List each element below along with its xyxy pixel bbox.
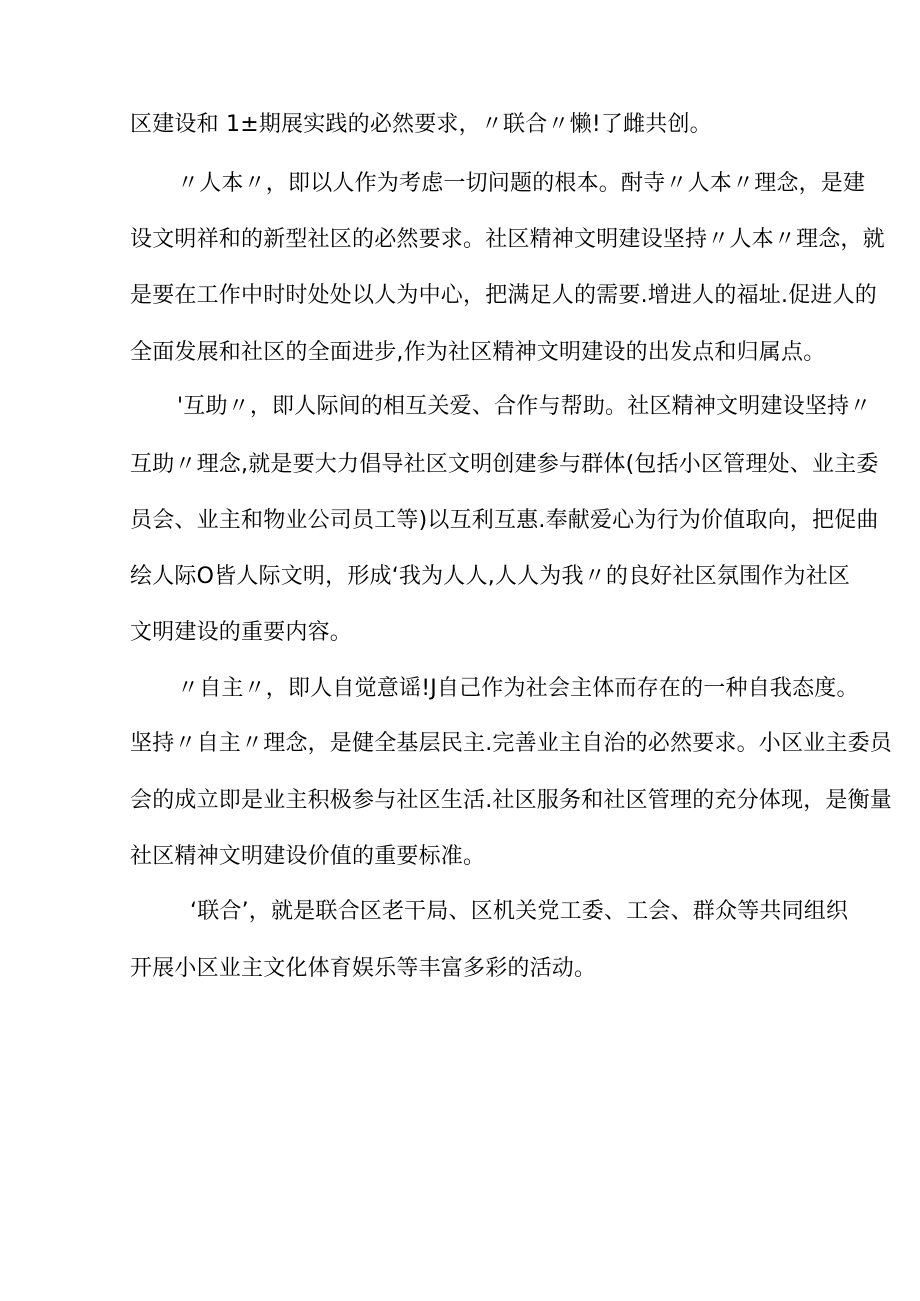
- text-line: 全面发展和社区的全面进步,作为社区精神文明建设的出发点和归属点。: [130, 340, 826, 365]
- text-line: 开展小区业主文化体育娱乐等丰富多彩的活动。: [130, 956, 597, 981]
- text-line: 区建设和 1±期展实践的必然要求，〃联合〃懒!了雌共创。: [130, 112, 712, 137]
- text-line: '互助〃，即人际间的相互关爱、合作与帮助。社区精神文明建设坚持〃: [177, 394, 872, 419]
- text-line: 〃人本〃，即以人作为考虑一切问题的根本。酎寺〃人本〃理念，是建: [177, 171, 866, 196]
- text-line: 社区精神文明建设价值的重要标准。: [130, 844, 486, 869]
- text-line: 员会、业主和物业公司员工等)以互利互惠.奉献爱心为行为价值取向，把促曲: [130, 508, 879, 533]
- text-line: ‘联合’，就是联合区老干局、区机关党工委、工会、群众等共同组织: [190, 899, 849, 924]
- text-line: 文明建设的重要内容。: [130, 620, 353, 645]
- text-line: 是要在工作中时时处处以人为中心，把满足人的需要.增进人的福址.促进人的: [130, 283, 877, 308]
- text-line: 设文明祥和的新型社区的必然要求。社区精神文明建设坚持〃人本〃理念，就: [130, 227, 885, 252]
- text-line: 〃自主〃，即人自觉意谣!J自己作为社会主体而存在的一种自我态度。: [177, 676, 859, 701]
- text-line: 会的成立即是业主积极参与社区生活.社区服务和社区管理的充分体现，是衡量: [130, 788, 892, 813]
- text-line: 绘人际O皆人际文明，形成‘我为人人,人人为我〃的良好社区氛围作为社区: [130, 564, 851, 589]
- text-line: 互助〃理念,就是要大力倡导社区文明创建参与群体(包括小区管理处、业主委: [130, 452, 879, 477]
- text-line: 坚持〃自主〃理念，是健全基层民主.完善业主自治的必然要求。小区业主委员: [130, 731, 892, 756]
